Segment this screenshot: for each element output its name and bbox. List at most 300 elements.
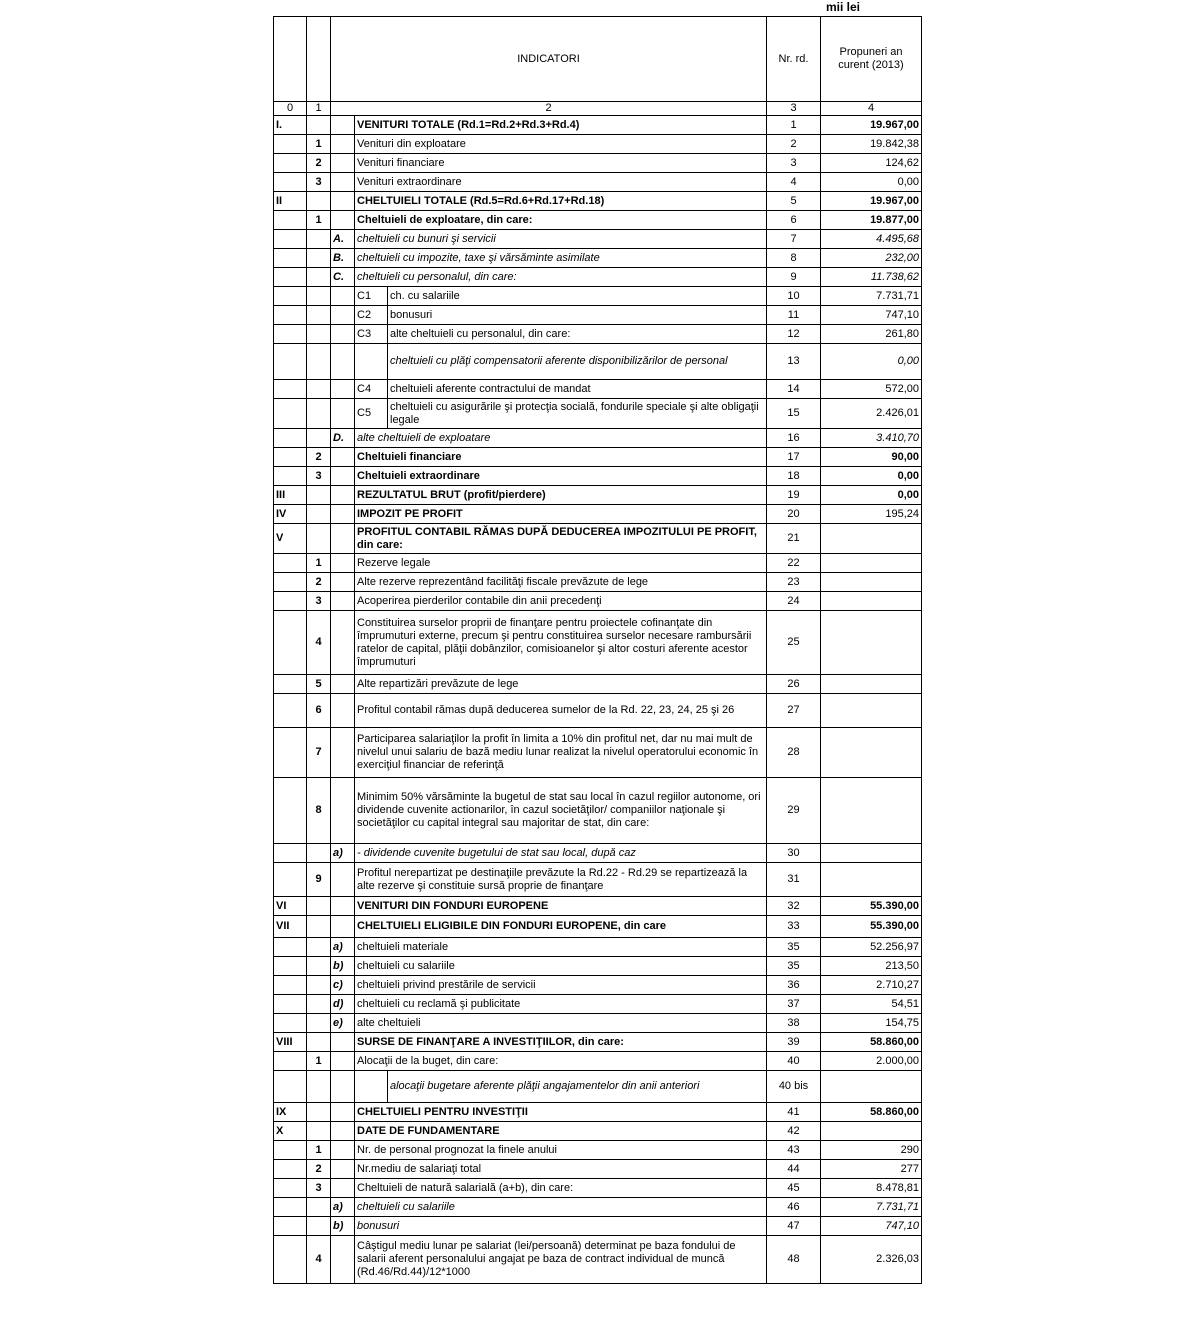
row-indicator-label: bonusuri [388,306,767,325]
row-number: 22 [767,554,821,573]
row-indicator-label: alte cheltuieli [355,1014,767,1033]
row-number: 6 [767,211,821,230]
row-subsection-number: 2 [307,573,331,592]
row-value: 0,00 [821,344,922,380]
row-indicator-label: Alte repartizări prevăzute de lege [355,675,767,694]
header-indicatori: INDICATORI [331,17,767,102]
row-letter [331,135,355,154]
row-value [821,778,922,844]
row-subsection-number [307,1217,331,1236]
row-letter [331,694,355,728]
row-value [821,524,922,554]
row-value: 2.000,00 [821,1052,922,1071]
row-value: 2.326,03 [821,1236,922,1284]
row-letter [331,592,355,611]
table-row [274,325,922,344]
table-row [274,116,922,135]
header-nr-rd: Nr. rd. [767,17,821,102]
row-section-number [274,325,307,344]
row-subsection-number: 1 [307,554,331,573]
row-number: 10 [767,287,821,306]
row-indicator-label: cheltuieli privind prestările de servicii [355,976,767,995]
row-value: 52.256,97 [821,938,922,957]
row-section-number [274,1179,307,1198]
row-number: 20 [767,505,821,524]
row-indicator-label: SURSE DE FINANŢARE A INVESTIŢIILOR, din care: [355,1033,767,1052]
row-indicator-label: Constituirea surselor proprii de finanţare pentru proiectele cofinanţate din împrumuturi externe, precum şi pentru constituirea surselor necesare rambursării ratelor de capital, plăţii dobânzilor, comisioanelor şi altor costuri aferente acestor împrumuturi [355,611,767,675]
row-indicator-label: - dividende cuvenite bugetului de stat sau local, după caz [355,844,767,863]
row-value [821,844,922,863]
row-subsection-number [307,897,331,916]
row-section-number [274,1217,307,1236]
row-section-number [274,976,307,995]
row-value [821,1122,922,1141]
row-subsection-number [307,1103,331,1122]
row-letter [331,380,355,399]
row-letter [331,211,355,230]
row-section-number [274,344,307,380]
row-letter [331,154,355,173]
table-row [274,1033,922,1052]
row-number: 45 [767,1179,821,1198]
row-value: 19.842,38 [821,135,922,154]
row-number: 14 [767,380,821,399]
row-section-number [274,306,307,325]
row-indicator-label: cheltuieli aferente contractului de mandat [388,380,767,399]
row-value [821,675,922,694]
row-section-number [274,592,307,611]
row-section-number [274,554,307,573]
table-row [274,1160,922,1179]
row-section-number: III [274,486,307,505]
row-indicator-label: Venituri extraordinare [355,173,767,192]
row-sub-code: C1 [355,287,388,306]
row-number: 48 [767,1236,821,1284]
row-number: 40 bis [767,1071,821,1103]
table-row [274,448,922,467]
row-subsection-number: 4 [307,611,331,675]
row-value: 2.426,01 [821,399,922,429]
row-value [821,694,922,728]
row-section-number [274,173,307,192]
row-subsection-number [307,306,331,325]
row-indicator-label: Acoperirea pierderilor contabile din anii precedenţi [355,592,767,611]
row-section-number [274,249,307,268]
row-number: 13 [767,344,821,380]
row-letter [331,1141,355,1160]
table-row [274,778,922,844]
table-row [274,728,922,778]
row-indicator-label: Nr.mediu de salariaţi total [355,1160,767,1179]
row-section-number: II [274,192,307,211]
row-section-number [274,728,307,778]
row-number: 23 [767,573,821,592]
row-section-number [274,135,307,154]
row-subsection-number [307,344,331,380]
row-value: 7.731,71 [821,1198,922,1217]
row-sub-code: C3 [355,325,388,344]
row-indicator-label: cheltuieli cu asigurările şi protecţia socială, fondurile speciale şi alte obligaţii legale [388,399,767,429]
row-indicator-label: cheltuieli materiale [355,938,767,957]
row-letter: A. [331,230,355,249]
row-letter [331,728,355,778]
row-letter [331,467,355,486]
table-header-row [274,17,922,102]
row-indicator-label: PROFITUL CONTABIL RĂMAS DUPĂ DEDUCEREA IMPOZITULUI PE PROFIT, din care: [355,524,767,554]
row-letter: e) [331,1014,355,1033]
row-subsection-number [307,230,331,249]
row-indicator-label: VENITURI DIN FONDURI EUROPENE [355,897,767,916]
row-section-number [274,863,307,897]
row-indicator-label: Venituri din exploatare [355,135,767,154]
row-sub-code [355,1071,388,1103]
row-section-number: IV [274,505,307,524]
table-row [274,192,922,211]
row-value [821,554,922,573]
row-letter: c) [331,976,355,995]
row-number: 19 [767,486,821,505]
table-row [274,268,922,287]
row-value: 55.390,00 [821,897,922,916]
row-value [821,573,922,592]
table-row [274,249,922,268]
row-letter: D. [331,429,355,448]
row-subsection-number: 5 [307,675,331,694]
table-row [274,135,922,154]
row-section-number [274,211,307,230]
table-row [274,863,922,897]
row-indicator-label: bonusuri [355,1217,767,1236]
row-number: 15 [767,399,821,429]
row-indicator-label: Participarea salariaţilor la profit în limita a 10% din profitul net, dar nu mai mult de nivelul unui salariu de bază mediu lunar realizat la nivelul operatorului economic în exerciţiul financiar de referinţă [355,728,767,778]
row-subsection-number [307,399,331,429]
row-number: 4 [767,173,821,192]
row-letter [331,1160,355,1179]
row-subsection-number: 6 [307,694,331,728]
row-subsection-number: 1 [307,135,331,154]
row-number: 32 [767,897,821,916]
row-letter [331,505,355,524]
row-number: 7 [767,230,821,249]
table-row [274,524,922,554]
row-value: 0,00 [821,467,922,486]
row-letter [331,287,355,306]
row-letter: b) [331,1217,355,1236]
row-number: 11 [767,306,821,325]
table-row [274,429,922,448]
row-value: 2.710,27 [821,976,922,995]
row-letter [331,173,355,192]
row-subsection-number [307,429,331,448]
row-number: 35 [767,938,821,957]
row-value: 0,00 [821,173,922,192]
row-subsection-number: 4 [307,1236,331,1284]
table-row [274,230,922,249]
row-indicator-label: Profitul nerepartizat pe destinaţiile prevăzute la Rd.22 - Rd.29 se repartizează la alte rezerve şi constituie sursă proprie de finanţare [355,863,767,897]
row-value: 90,00 [821,448,922,467]
row-number: 31 [767,863,821,897]
row-sub-code: C4 [355,380,388,399]
row-letter: a) [331,1198,355,1217]
table-row [274,957,922,976]
row-value: 261,80 [821,325,922,344]
row-section-number: IX [274,1103,307,1122]
row-indicator-label: alte cheltuieli cu personalul, din care: [388,325,767,344]
row-subsection-number: 1 [307,1141,331,1160]
row-subsection-number: 9 [307,863,331,897]
row-letter [331,486,355,505]
row-value: 58.860,00 [821,1033,922,1052]
row-indicator-label: Alte rezerve reprezentând facilităţi fiscale prevăzute de lege [355,573,767,592]
row-section-number [274,573,307,592]
row-letter [331,611,355,675]
row-indicator-label: cheltuieli cu personalul, din care: [355,268,767,287]
row-value: 154,75 [821,1014,922,1033]
row-value: 7.731,71 [821,287,922,306]
col-index-4: 4 [821,102,922,116]
row-number: 18 [767,467,821,486]
row-value [821,863,922,897]
row-indicator-label: cheltuieli cu bunuri şi servicii [355,230,767,249]
row-letter [331,897,355,916]
table-row [274,573,922,592]
row-number: 26 [767,675,821,694]
row-letter: a) [331,844,355,863]
row-number: 17 [767,448,821,467]
row-letter: a) [331,938,355,957]
row-subsection-number [307,1122,331,1141]
row-subsection-number [307,249,331,268]
row-number: 24 [767,592,821,611]
row-value: 19.967,00 [821,116,922,135]
row-indicator-label: Nr. de personal prognozat la finele anului [355,1141,767,1160]
row-letter: d) [331,995,355,1014]
row-number: 12 [767,325,821,344]
row-subsection-number: 3 [307,467,331,486]
row-subsection-number [307,1033,331,1052]
row-value [821,728,922,778]
row-number: 1 [767,116,821,135]
table-row [274,938,922,957]
row-number: 29 [767,778,821,844]
row-subsection-number: 1 [307,1052,331,1071]
table-row [274,611,922,675]
row-indicator-label: cheltuieli cu salariile [355,957,767,976]
row-value: 54,51 [821,995,922,1014]
row-subsection-number [307,938,331,957]
row-sub-code [355,344,388,380]
row-section-number [274,611,307,675]
row-letter [331,675,355,694]
table-row [274,675,922,694]
row-indicator-label: Minimim 50% vărsăminte la bugetul de stat sau local în cazul regiilor autonome, ori dividende cuvenite actionarilor, în cazul societăţilor/ companiilor naţionale şi societăţilor cu capital integral sau majoritar de stat, din care: [355,778,767,844]
row-section-number [274,1141,307,1160]
row-indicator-label: IMPOZIT PE PROFIT [355,505,767,524]
header-blank-0 [274,17,307,102]
row-section-number [274,694,307,728]
row-letter [331,554,355,573]
row-letter [331,306,355,325]
table-row [274,554,922,573]
table-row [274,380,922,399]
row-number: 3 [767,154,821,173]
row-subsection-number [307,486,331,505]
row-sub-code: C5 [355,399,388,429]
row-indicator-label: cheltuieli cu plăţi compensatorii aferente disponibilizărilor de personal [388,344,767,380]
row-indicator-label: cheltuieli cu reclamă şi publicitate [355,995,767,1014]
row-indicator-label: Cheltuieli de natură salarială (a+b), din care: [355,1179,767,1198]
row-subsection-number [307,380,331,399]
row-subsection-number: 2 [307,448,331,467]
table-row [274,1103,922,1122]
row-number: 35 [767,957,821,976]
row-subsection-number [307,1014,331,1033]
row-subsection-number [307,192,331,211]
row-indicator-label: Cheltuieli extraordinare [355,467,767,486]
row-subsection-number: 3 [307,1179,331,1198]
row-indicator-label: REZULTATUL BRUT (profit/pierdere) [355,486,767,505]
row-indicator-label: CHELTUIELI TOTALE (Rd.5=Rd.6+Rd.17+Rd.18) [355,192,767,211]
row-indicator-label: Profitul contabil rămas după deducerea sumelor de la Rd. 22, 23, 24, 25 şi 26 [355,694,767,728]
table-row [274,505,922,524]
row-section-number [274,1071,307,1103]
row-number: 41 [767,1103,821,1122]
row-number: 44 [767,1160,821,1179]
row-number: 33 [767,916,821,938]
row-letter [331,778,355,844]
row-value: 195,24 [821,505,922,524]
row-section-number: X [274,1122,307,1141]
table-row [274,995,922,1014]
col-index-1: 1 [307,102,331,116]
row-sub-code: C2 [355,306,388,325]
row-number: 16 [767,429,821,448]
row-letter: B. [331,249,355,268]
row-number: 25 [767,611,821,675]
row-indicator-label: Alocaţii de la buget, din care: [355,1052,767,1071]
row-letter [331,1236,355,1284]
row-value: 58.860,00 [821,1103,922,1122]
row-section-number [274,778,307,844]
row-indicator-label: cheltuieli cu impozite, taxe şi vărsăminte asimilate [355,249,767,268]
row-indicator-label: Venituri financiare [355,154,767,173]
row-value: 124,62 [821,154,922,173]
row-subsection-number [307,976,331,995]
column-index-row [274,102,922,116]
row-subsection-number: 2 [307,154,331,173]
row-subsection-number [307,116,331,135]
row-value [821,611,922,675]
row-number: 40 [767,1052,821,1071]
row-number: 2 [767,135,821,154]
row-number: 9 [767,268,821,287]
row-letter [331,1033,355,1052]
row-section-number [274,938,307,957]
row-letter [331,1122,355,1141]
row-letter [331,399,355,429]
unit-label: mii lei [826,0,861,14]
row-number: 37 [767,995,821,1014]
table-row [274,1141,922,1160]
row-value: 213,50 [821,957,922,976]
row-subsection-number: 1 [307,211,331,230]
row-section-number: VIII [274,1033,307,1052]
col-index-2: 2 [331,102,767,116]
row-indicator-label: Câştigul mediu lunar pe salariat (lei/persoană) determinat pe baza fondului de salarii aferent personalului angajat pe baza de contract individual de muncă (Rd.46/Rd.44)/12*1000 [355,1236,767,1284]
row-letter [331,1179,355,1198]
row-letter [331,1052,355,1071]
row-section-number [274,1052,307,1071]
row-value: 277 [821,1160,922,1179]
row-section-number [274,995,307,1014]
row-value: 290 [821,1141,922,1160]
row-number: 46 [767,1198,821,1217]
row-number: 30 [767,844,821,863]
table-row [274,399,922,429]
table-row [274,1198,922,1217]
row-subsection-number [307,957,331,976]
row-number: 28 [767,728,821,778]
row-value: 4.495,68 [821,230,922,249]
row-letter [331,916,355,938]
row-section-number [274,154,307,173]
table-row [274,1071,922,1103]
row-section-number [274,399,307,429]
row-value: 232,00 [821,249,922,268]
table-row [274,1217,922,1236]
row-section-number [274,844,307,863]
row-value: 55.390,00 [821,916,922,938]
row-section-number [274,1014,307,1033]
row-subsection-number [307,916,331,938]
row-indicator-label: cheltuieli cu salariile [355,1198,767,1217]
row-letter [331,524,355,554]
row-letter [331,192,355,211]
table-row [274,306,922,325]
row-section-number [274,1198,307,1217]
row-value: 747,10 [821,1217,922,1236]
row-letter: b) [331,957,355,976]
table-row [274,1052,922,1071]
row-value [821,592,922,611]
row-value: 747,10 [821,306,922,325]
row-section-number [274,429,307,448]
row-value: 19.877,00 [821,211,922,230]
row-value: 572,00 [821,380,922,399]
row-number: 43 [767,1141,821,1160]
row-subsection-number [307,268,331,287]
row-number: 21 [767,524,821,554]
table-row [274,154,922,173]
row-value: 19.967,00 [821,192,922,211]
table-row [274,344,922,380]
row-letter: C. [331,268,355,287]
row-value: 8.478,81 [821,1179,922,1198]
table-row [274,173,922,192]
row-subsection-number: 2 [307,1160,331,1179]
row-subsection-number [307,325,331,344]
row-number: 8 [767,249,821,268]
row-value [821,1071,922,1103]
row-subsection-number [307,995,331,1014]
row-value: 0,00 [821,486,922,505]
table-row [274,211,922,230]
row-section-number [274,380,307,399]
row-subsection-number [307,1198,331,1217]
table-row [274,467,922,486]
table-row [274,1236,922,1284]
row-indicator-label: CHELTUIELI ELIGIBILE DIN FONDURI EUROPENE, din care [355,916,767,938]
